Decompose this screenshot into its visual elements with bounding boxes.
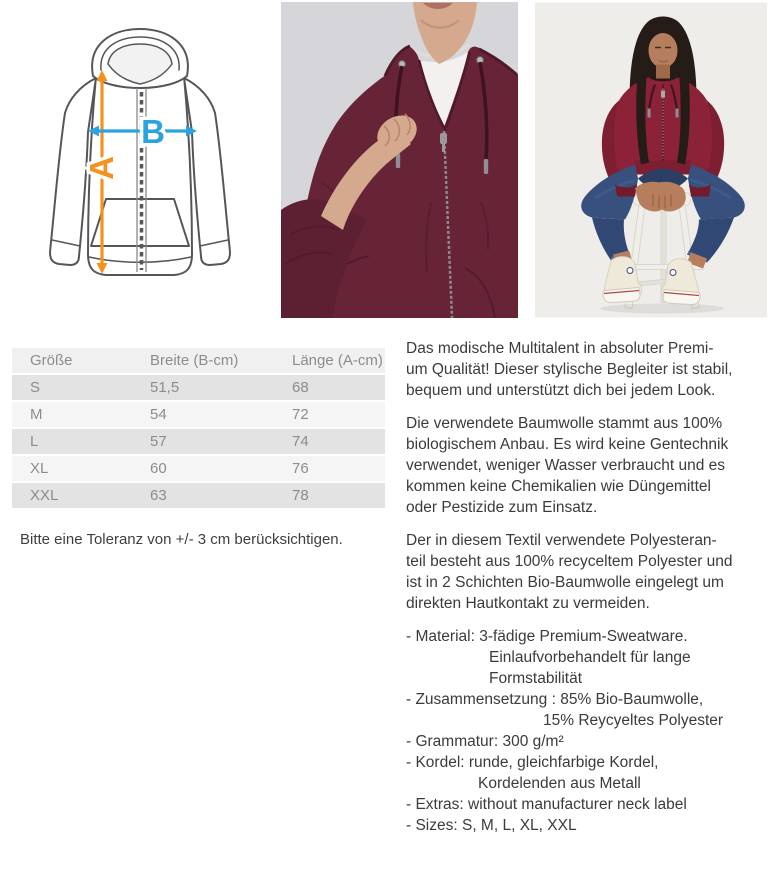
length-label-a: A bbox=[83, 156, 120, 180]
detail-line: Formstabilität bbox=[489, 670, 583, 687]
column-header-length: Länge (A-cm) bbox=[292, 352, 383, 369]
hoodie-measurement-diagram-icon bbox=[0, 0, 281, 318]
cell-size: M bbox=[30, 406, 43, 423]
description-line: teil besteht aus 100% recyceltem Polyester und bbox=[406, 553, 733, 570]
cell-width: 54 bbox=[150, 406, 167, 423]
width-label-b: B bbox=[141, 113, 165, 150]
product-details-list bbox=[406, 626, 772, 836]
cell-length: 78 bbox=[292, 487, 309, 504]
cell-length: 76 bbox=[292, 460, 309, 477]
description-line: verwendet, weniger Wasser verbraucht und es bbox=[406, 457, 726, 474]
cell-width: 51,5 bbox=[150, 379, 180, 396]
detail-line: - Extras: without manufacturer neck label bbox=[406, 796, 687, 813]
cell-length: 68 bbox=[292, 379, 309, 396]
description-line: oder Pestizide zum Einsatz. bbox=[406, 499, 598, 516]
cell-size: S bbox=[30, 379, 41, 396]
detail-line: 15% Reycyeltes Polyester bbox=[543, 712, 724, 729]
size-table-header-row bbox=[12, 348, 385, 373]
cell-length: 72 bbox=[292, 406, 309, 423]
description-line: ist in 2 Schichten Bio-Baumwolle eingelegt um bbox=[406, 574, 724, 591]
table-row bbox=[12, 375, 385, 400]
detail-line: - Material: 3-fädige Premium-Sweatware. bbox=[406, 628, 688, 645]
model-fullbody-illustration bbox=[535, 2, 767, 318]
table-row bbox=[12, 402, 385, 427]
description-line: um Qualität! Dieser stylische Begleiter ist stabil, bbox=[406, 361, 733, 378]
description-line: Das modische Multitalent in absoluter Premi- bbox=[406, 340, 714, 357]
description-paragraph bbox=[406, 338, 772, 401]
cell-length: 74 bbox=[292, 433, 309, 450]
model-closeup-illustration bbox=[281, 2, 518, 318]
table-row bbox=[12, 429, 385, 454]
column-header-size: Größe bbox=[30, 352, 73, 369]
description-line: kommen keine Chemikalien wie Düngemittel bbox=[406, 478, 711, 495]
description-line: direkten Hautkontakt zu vermeiden. bbox=[406, 595, 650, 612]
detail-line: - Kordel: runde, gleichfarbige Kordel, bbox=[406, 754, 659, 771]
table-row bbox=[12, 456, 385, 481]
product-description bbox=[406, 338, 772, 848]
description-paragraph bbox=[406, 413, 772, 518]
description-line: biologischem Anbau. Es wird keine Gentechnik bbox=[406, 436, 729, 453]
model-fullbody-photo[interactable] bbox=[535, 2, 767, 318]
detail-line: - Zusammensetzung : 85% Bio-Baumwolle, bbox=[406, 691, 704, 708]
tolerance-note: Bitte eine Toleranz von +/- 3 cm berücksichtigen. bbox=[20, 531, 343, 548]
size-diagram-image[interactable] bbox=[0, 0, 281, 318]
size-table bbox=[12, 346, 385, 510]
cell-width: 63 bbox=[150, 487, 167, 504]
cell-size: XXL bbox=[30, 487, 59, 504]
detail-line: - Sizes: S, M, L, XL, XXL bbox=[406, 817, 577, 834]
cell-size: L bbox=[30, 433, 39, 450]
description-paragraph bbox=[406, 530, 772, 614]
cell-width: 57 bbox=[150, 433, 167, 450]
description-line: Der in diesem Textil verwendete Polyesteran- bbox=[406, 532, 717, 549]
column-header-width: Breite (B-cm) bbox=[150, 352, 239, 369]
detail-line: Kordelenden aus Metall bbox=[478, 775, 641, 792]
table-row bbox=[12, 483, 385, 508]
model-closeup-photo[interactable] bbox=[281, 2, 518, 318]
description-line: Die verwendete Baumwolle stammt aus 100% bbox=[406, 415, 723, 432]
cell-width: 60 bbox=[150, 460, 167, 477]
detail-line: Einlaufvorbehandelt für lange bbox=[489, 649, 691, 666]
detail-line: - Grammatur: 300 g/m² bbox=[406, 733, 564, 750]
cell-size: XL bbox=[30, 460, 49, 477]
description-line: bequem und unterstützt dich bei jedem Look. bbox=[406, 382, 716, 399]
